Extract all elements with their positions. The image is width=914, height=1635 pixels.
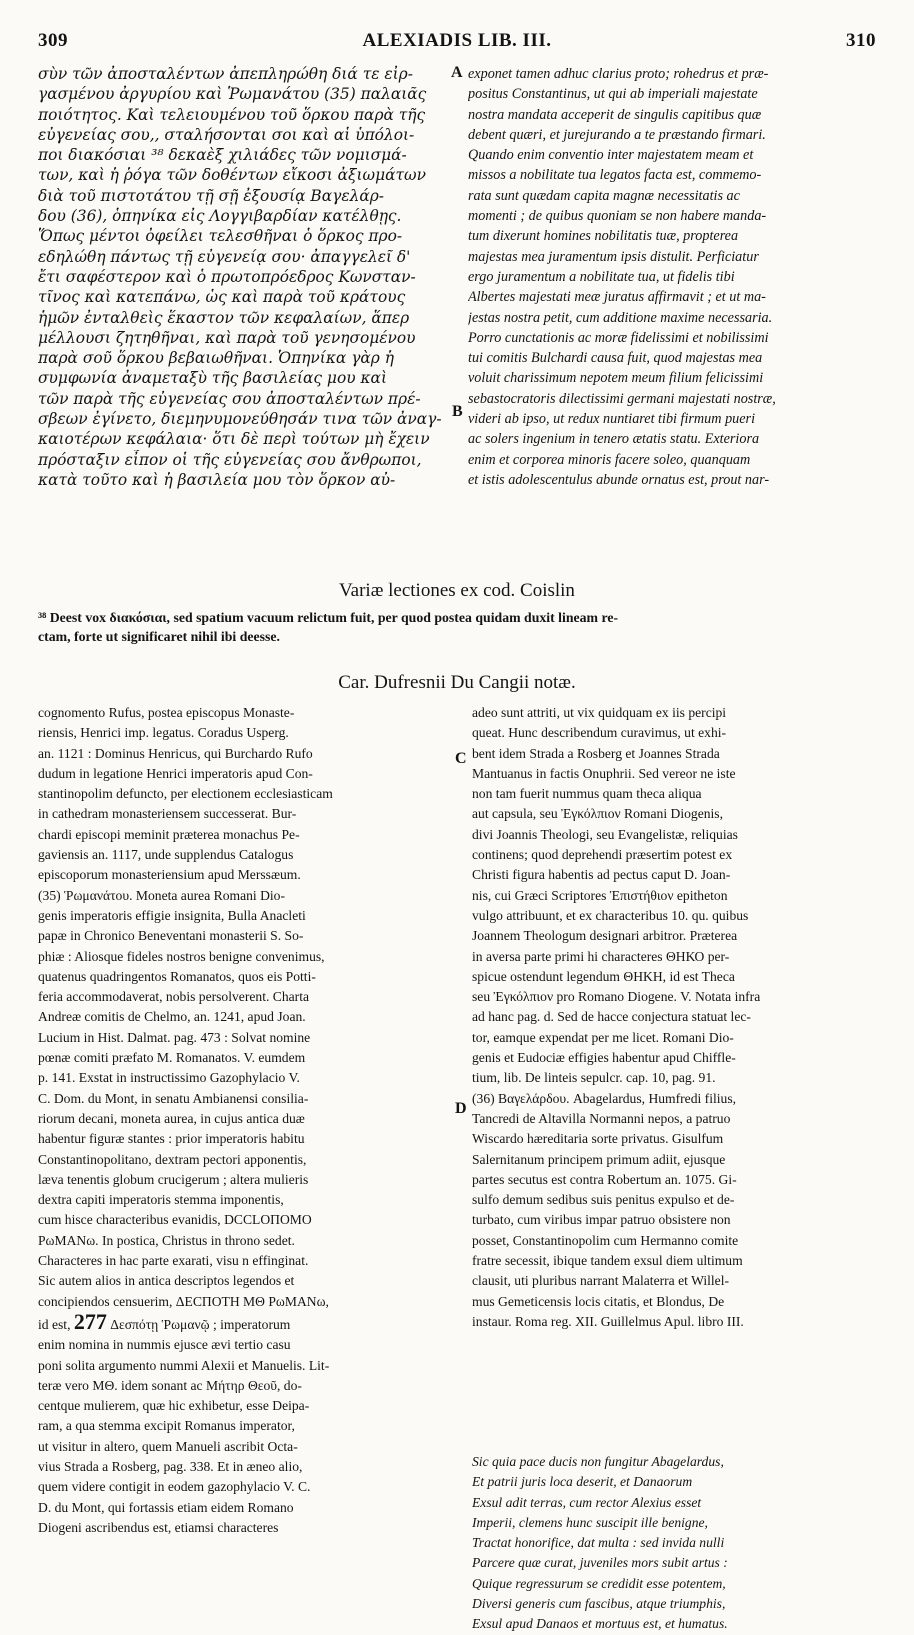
greek-text-line: ἡμῶν ἐνταλθεὶς ἕκαστον τῶν κεφαλαίων, ἅπερ	[38, 308, 410, 327]
latin-text-line: tui comitis Bulchardi causa fuit, quod majestas mea	[468, 350, 763, 367]
note-line: ram, a qua stemma excipit Romanus imperator,	[38, 1418, 295, 1434]
note-line: instaur. Roma reg. XII. Guillelmus Apul. libro III.	[472, 1313, 744, 1329]
note-line: Sic autem alios in antica descriptos legendos et	[38, 1273, 295, 1289]
variae-lectiones-note	[38, 608, 878, 646]
note-line: feria accommodaverat, nobis persolverent. Charta	[38, 989, 310, 1005]
note-line: in aversa parte primi hi characteres ΘΗΚΟ per-	[472, 948, 730, 964]
greek-text-line: διὰ τοῦ πιστοτάτου τῇ σῇ ἐξουσίᾳ Βαγελάρ-	[38, 186, 384, 205]
note-line: ut visitur in altero, quem Manueli ascribit Octa-	[38, 1438, 298, 1454]
greek-text-column	[38, 64, 450, 490]
note-line: turbato, cum viribus impar patruo obsistere non	[472, 1212, 731, 1228]
note-line: continens; quod deprehendi præsertim potest ex	[472, 847, 733, 863]
greek-text-line: καιοτέρων κεφάλαια· ὅτι δὲ περὶ τούτων μὴ ἔχειν	[38, 430, 430, 449]
note-line: nis, cui Græci Scriptores Ἐπιστήθιον epitheton	[472, 887, 728, 903]
greek-text-line: εδηλώθη πάντως τῇ εὐγενείᾳ σου· ἀπαγγελεῖ δ'	[38, 247, 411, 266]
note-line: Constantinopolitano, dextram pectori apponentis,	[38, 1151, 307, 1167]
greek-text-line: δου (36), ὁπηνίκα εἰς Λογγιβαρδίαν κατέλθῃς.	[38, 207, 402, 226]
page-header	[38, 30, 876, 56]
note-line: Mantuanus in factis Onuphrii. Sed vereor ne iste	[472, 765, 736, 781]
note-line: tium, lib. De linteis sepulcr. cap. 10, pag. 91.	[472, 1070, 716, 1086]
note-line: D. du Mont, qui fortassis etiam eidem Romano	[38, 1499, 294, 1515]
note-line: concipiendos censuerim, ΔΕϹΠΟΤΗ ΜΘ ΡωΜΑΝω,	[38, 1293, 329, 1309]
latin-text-line: voluit charissimum nepotem meum filium felicissimi	[468, 370, 764, 387]
verse-line: Et patrii juris loca deserit, et Danaorum	[472, 1474, 693, 1490]
greek-text-line: σὺν τῶν ἀποσταλέντων ἀπεπληρώθη διά τε εἰρ-	[38, 65, 413, 83]
note-line-text: Δεσπότῃ Ῥωμανῷ ; imperatorum	[106, 1316, 291, 1332]
greek-text-line: Ὅπως μέντοι ὀφείλει τελεσθῆναι ὁ ὅρκος προ-	[38, 227, 403, 246]
note-line: Wiscardo hæreditaria sorte privatus. Gisulfum	[472, 1131, 724, 1147]
note-line: PωMANω. In postica, Christus in throno sedet.	[38, 1232, 295, 1248]
latin-text-line: Albertes majestati meæ juratus affirmavit ; et ut ma-	[468, 289, 766, 306]
note-line: queat. Hunc describendum curavimus, ut exhi-	[472, 725, 727, 741]
note-line: fratre secessit, ibique tandem exsul diem ultimum	[472, 1253, 743, 1269]
greek-text-line: γασμένου ἀργυρίου καὶ Ῥωμανάτου (35) παλαιᾶς	[38, 85, 427, 104]
greek-text-line: παρὰ σοῦ ὅρκου βεβαιωθῆναι. Ὁπηνίκα γὰρ ἡ	[38, 349, 394, 368]
note-line: poni solita argumento nummi Alexii et Manuelis. Lit-	[38, 1357, 330, 1373]
note-line: gaviensis an. 1117, unde supplendus Catalogus	[38, 847, 294, 863]
note-line: vius Strada a Rosberg, pag. 338. Et in æneo alio,	[38, 1458, 303, 1474]
verse-line: Sic quia pace ducis non fungitur Abagelardus,	[472, 1454, 724, 1469]
note-line: papæ in Chronico Beneventani monasterii S. So-	[38, 928, 304, 944]
verse-line: Exsul apud Danaos et mortuus est, et humatus.	[472, 1616, 728, 1632]
note-line: riorum decani, moneta aurea, in cujus antica duæ	[38, 1110, 305, 1126]
latin-text-line: majestas mea juramentum ipsis distulit. Perficiatur	[468, 248, 759, 265]
signature-mark: 277	[73, 1311, 107, 1334]
note-line	[38, 1312, 450, 1335]
note-line: mus Gemeticensis locis citatis, et Blondus, De	[472, 1293, 725, 1309]
running-title: ALEXIADIS LIB. III.	[362, 30, 552, 51]
notes-column-right	[472, 703, 878, 1332]
margin-marker-d: D	[455, 1100, 467, 1117]
note-line: Andreæ comitis de Chelmo, an. 1241, apud Joan.	[38, 1009, 306, 1025]
page-number-right: 310	[846, 30, 876, 51]
note-line-text: id est,	[38, 1316, 74, 1332]
latin-text-line: momenti ; de quibus quoniam se non habere manda-	[468, 208, 767, 225]
note-line: ad hanc pag. d. Sed de hacce conjectura statuat lec-	[472, 1009, 751, 1025]
note-line: habentur figuræ stantes : prior imperatoris habitu	[38, 1131, 305, 1147]
latin-text-line: videri ab ipso, ut redux nuntiaret tibi firmum pueri	[468, 411, 756, 428]
note-line: seu Ἐγκόλπιον pro Romano Diogene. V. Notata infra	[472, 989, 761, 1005]
note-line: Lucium in Hist. Dalmat. pag. 473 : Solvat nomine	[38, 1029, 311, 1045]
notes-column-left	[38, 703, 450, 1538]
note-line: aut capsula, seu Ἐγκόλπιον Romani Diogenis,	[472, 806, 723, 822]
note-line: genis et Eudociæ effigies habentur apud Chiffle-	[472, 1050, 736, 1066]
verse-line: Parcere quæ curat, juveniles mors subit artus :	[472, 1555, 728, 1571]
note-line: teræ vero ΜΘ. idem sonant ac Μήτηρ Θεοῦ, do-	[38, 1377, 302, 1393]
note-line: p. 141. Exstat in instructissimo Gazophylacio V.	[38, 1070, 300, 1086]
note-line: genis imperatoris effigie insignita, Bulla Anacleti	[38, 907, 306, 923]
greek-text-line: των, καὶ ἡ ῥόγα τῶν δοθέντων εἴκοσι ἀξιωμάτων	[38, 166, 426, 185]
note-line: adeo sunt attriti, ut vix quidquam ex iis percipi	[472, 705, 727, 720]
verse-quotation	[472, 1452, 878, 1635]
note-line: episcoporum monasteriensium apud Merssæum.	[38, 867, 301, 883]
latin-text-line: missos a nobilitate tua legatos facta est, commemo-	[468, 167, 762, 184]
note-line: Tancredi de Altavilla Normanni nepos, a patruo	[472, 1110, 731, 1126]
margin-marker-c: C	[455, 750, 467, 767]
note-line: cum hisce characteribus evanidis, DCCLΟΠΟΜΟ	[38, 1212, 312, 1228]
note-line: phiæ : Aliosque fideles nostros benigne convenimus,	[38, 948, 325, 964]
greek-text-line: συμφωνία ἀναμεταξὺ τῆς βασιλείας μου καὶ	[38, 369, 387, 388]
note-line: C. Dom. du Mont, in senatu Ambianensi consilia-	[38, 1090, 309, 1106]
latin-text-line: Porro cunctationis ac moræ fidelissimi et nobilissimi	[468, 329, 769, 346]
latin-text-line: ergo juramentum a nobilitate tua, ut fidelis tibi	[468, 268, 735, 285]
greek-text-line: εὐγενείας σου,, σταλήσονται σοι καὶ αἱ ὑπόλοι-	[38, 125, 415, 144]
note-line: non tam fuerit nummus quam theca aliqua	[472, 786, 702, 802]
note-line: clausit, uti pluribus narrant Malaterra et Willel-	[472, 1273, 730, 1289]
note-line: chardi episcopi meminit præterea monachus Pe-	[38, 826, 300, 842]
margin-marker-a: A	[451, 64, 463, 81]
latin-text-line: exponet tamen adhuc clarius proto; rohedrus et præ-	[468, 66, 769, 82]
notae-heading: Car. Dufresnii Du Cangii notæ.	[338, 672, 576, 693]
note-line: riensis, Henrici imp. legatus. Coradus Usperg.	[38, 725, 289, 741]
latin-text-line: enim et corporea minoris facere soleo, quanquam	[468, 451, 751, 468]
note-line: pœnæ comiti præfato M. Romanatos. V. eumdem	[38, 1050, 306, 1066]
greek-text-line: τῶν παρὰ τῆς εὐγενείας σου ἀποσταλέντων πρέ-	[38, 389, 421, 408]
note-line: Diogeni ascribendus est, etiamsi characteres	[38, 1519, 279, 1535]
verse-line: Diversi generis cum fascibus, atque triumphis,	[472, 1596, 726, 1612]
note-line: Characteres in hac parte exarati, visu n effinginat.	[38, 1253, 309, 1269]
note-line: centque mulierem, quæ hic exhibetur, esse Deipa-	[38, 1398, 310, 1414]
greek-text-line: πρόσταξιν εἶπον οἱ τῆς εὐγενείας σου ἄνθρωποι,	[38, 450, 422, 469]
latin-text-line: jestas nostra petit, cum additione maxime necessaria.	[468, 309, 773, 326]
note-line: vulgo attribuunt, et ex characteribus 10. qu. quibus	[472, 907, 749, 923]
note-line: tor, eamque expendat per me licet. Romani Dio-	[472, 1029, 734, 1045]
margin-marker-b: B	[452, 403, 463, 420]
page-number-left: 309	[38, 30, 68, 51]
note-line: Christi figura habentis ad pectus caput D. Joan-	[472, 867, 731, 883]
verse-line: Imperii, clemens hunc suscipit ille benigne,	[472, 1514, 708, 1530]
note-line: (36) Βαγελάρδου. Abagelardus, Humfredi filius,	[472, 1090, 737, 1106]
note-line: læva tenentis globum crucigerum ; altera mulieris	[38, 1171, 309, 1187]
note-line: (35) Ῥωμανάτου. Moneta aurea Romani Dio-	[38, 887, 285, 903]
latin-text-line: Quando enim conventio inter majestatem meam et	[468, 147, 754, 164]
verse-line: Tractat honorifice, dat multa : sed invida nulli	[472, 1535, 725, 1551]
greek-text-line: ποι διακόσιαι ³⁸ δεκαὲξ χιλιάδες τῶν νομισμά-	[38, 146, 407, 165]
latin-text-line: debent quæri, et jurejurando a te præstando firmari.	[468, 126, 766, 143]
note-line: bent idem Strada a Rosberg et Joannes Strada	[472, 745, 720, 761]
note-line: spicue ostendunt legendum ΘΗΚΗ, id est Theca	[472, 968, 735, 984]
note-line: dudum in legatione Henrici imperatoris apud Con-	[38, 765, 313, 781]
note-line: dextra capiti imperatoris stemma imponentis,	[38, 1192, 284, 1208]
variant-note-line: ³⁸ Deest vox διακόσιαι, sed spatium vacuum relictum fuit, per quod postea quidam duxit lineam re-	[38, 610, 619, 625]
greek-text-line: ἔτι σαφέστερον καὶ ὁ πρωτοπρόεδρος Κωνσταν-	[38, 267, 416, 286]
greek-text-line: τῖνος καὶ κατεπάνω, ὡς καὶ παρὰ τοῦ κράτους	[38, 288, 406, 307]
greek-text-line: ποιότητος. Καὶ τελειουμένου τοῦ ὅρκου παρὰ τῆς	[38, 105, 426, 124]
variant-note-line: ctam, forte ut significaret nihil ibi deesse.	[38, 629, 280, 644]
note-line: quem videre contigit in eodem gazophylacio V. C.	[38, 1479, 311, 1495]
verse-line: Exsul adit terras, cum rector Alexius esset	[472, 1494, 702, 1510]
verse-line: Quique regressurum se credidit esse potentem,	[472, 1575, 726, 1591]
latin-text-line: tum dixerunt homines nobilitatis tuæ, propterea	[468, 228, 739, 245]
note-line: enim nomina in nummis ejusce ævi tertio casu	[38, 1337, 291, 1353]
note-line: partes secutus est contra Robertum an. 1075. Gi-	[472, 1171, 737, 1187]
latin-text-line: positus Constantinus, ut qui ab imperiali majestate	[468, 86, 758, 103]
note-line: cognomento Rufus, postea episcopus Monaste-	[38, 705, 295, 720]
note-line: Joannem Theologum designari arbitror. Præterea	[472, 928, 738, 944]
note-line: quatenus quadringentos Romanatos, quos eis Potti-	[38, 968, 316, 984]
note-line: an. 1121 : Dominus Henricus, qui Burchardo Rufo	[38, 745, 313, 761]
greek-text-line: μέλλουσι ζητηθῆναι, καὶ παρὰ τοῦ γενησομένου	[38, 328, 416, 347]
note-line: divi Joannis Theologi, seu Evangelistæ, reliquias	[472, 826, 738, 842]
greek-text-line: κατὰ τοῦτο καὶ ἡ βασιλεία μου τὸν ὅρκον αὐ-	[38, 470, 396, 489]
note-line: in cathedram monasteriensem successerat. Bur-	[38, 806, 297, 822]
note-line: posset, Constantinopolim cum Hermanno comite	[472, 1232, 739, 1248]
latin-text-line: rata sunt quædam capita magnæ necessitatis ac	[468, 187, 740, 204]
latin-translation-column	[468, 64, 878, 490]
latin-text-line: ac solers ingenium in tenero ætatis statu. Exteriora	[468, 431, 760, 448]
note-line: stantinopolim defuncto, per electionem ecclesiasticam	[38, 786, 333, 802]
latin-text-line: nostra mandata acceperit de singulis capitibus quæ	[468, 106, 762, 123]
latin-text-line: et istis adolescentulus abunde ornatus est, prout nar-	[468, 471, 770, 488]
note-line: Salernitanum principem primum adiit, ejusque	[472, 1151, 726, 1167]
latin-text-line: sebastocratoris dilectissimi germani majestati nostræ,	[468, 390, 776, 407]
variae-lectiones-heading: Variæ lectiones ex cod. Coislin	[339, 580, 575, 601]
note-line: sulfo demum sedibus suis penitus expulso et de-	[472, 1192, 735, 1208]
greek-text-line: σβεων ἐγίνετο, διεμηνυμονεύθησάν τινα τῶν ἀναγ-	[38, 410, 442, 429]
